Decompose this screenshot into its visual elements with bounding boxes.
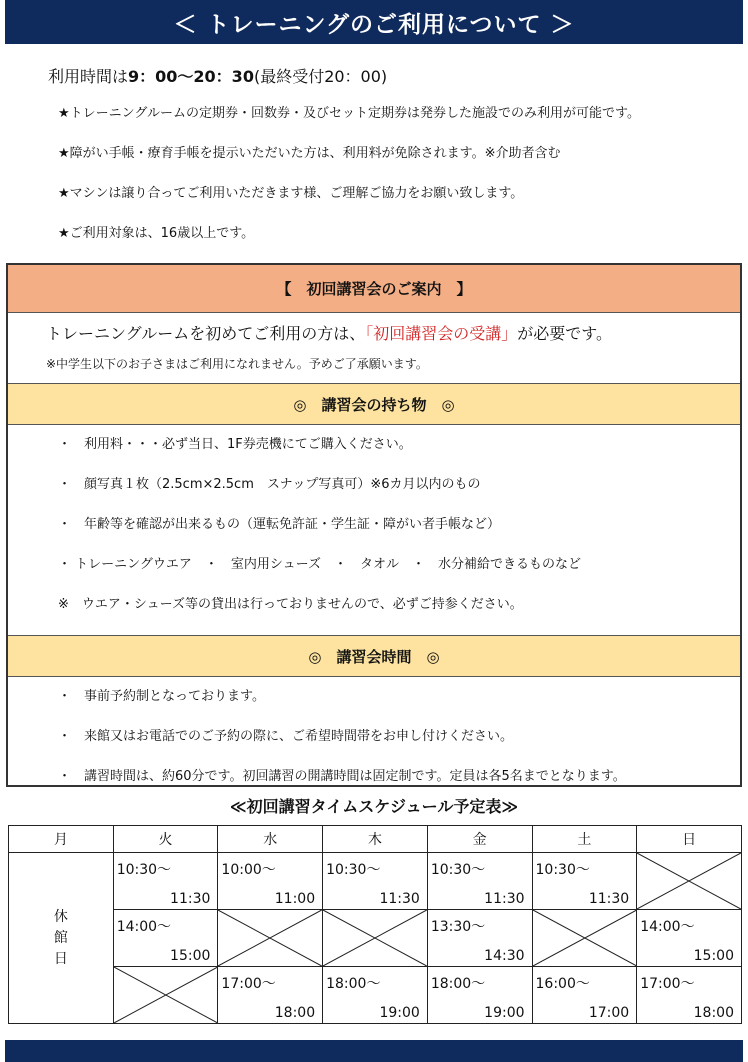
belonging-item: ・ 顔写真１枚（2.5cm×2.5cm スナップ写真可）※6カ月以内のもの (58, 477, 481, 492)
day-header: 月 (9, 826, 114, 853)
intro-after: が必要です。 (517, 324, 612, 343)
time-slot (427, 853, 532, 910)
belonging-item: ・ トレーニングウエア ・ 室内用シューズ ・ タオル ・ 水分補給できるものなど (58, 557, 581, 572)
belongings-heading: ◎ 講習会の持ち物 ◎ (8, 383, 740, 425)
page-title-banner (5, 0, 743, 44)
time-slot (323, 853, 428, 910)
cross-mark-icon (323, 910, 427, 966)
schedule-row (9, 853, 742, 910)
day-header: 木 (323, 826, 428, 853)
guide-intro-line (46, 321, 740, 351)
belongings-list (8, 425, 740, 635)
slot-start-time: 10:30～ (535, 862, 590, 878)
slot-start-time: 16:00～ (535, 976, 590, 992)
guide-box (6, 263, 742, 787)
slot-end-time: 15:00 (170, 948, 211, 964)
slot-start-time: 18:00～ (430, 976, 486, 992)
time-slot (113, 910, 218, 967)
time-slot (532, 853, 637, 910)
belonging-item: ・ 年齢等を確認が出来るもの（運転免許証・学生証・障がい者手帳など） (58, 517, 501, 532)
hours-line (48, 64, 387, 87)
slot-end-time: 15:00 (693, 948, 734, 964)
time-slot (532, 967, 637, 1024)
page-title: ＜ トレーニングのご利用について ＞ (173, 11, 575, 38)
no-session-cell (113, 967, 218, 1024)
schedule-header-row (9, 826, 742, 853)
slot-end-time: 11:30 (170, 891, 211, 907)
notes-list (58, 104, 748, 264)
belonging-item: ※ ウエア・シューズ等の貸出は行っておりませんので、必ずご持参ください。 (58, 597, 523, 612)
cross-mark-icon (218, 910, 322, 966)
time-slot (218, 853, 323, 910)
slot-start-time: 13:30～ (430, 919, 486, 935)
time-slot (427, 967, 532, 1024)
session-time-list (8, 677, 740, 807)
slot-end-time: 11:30 (588, 891, 630, 907)
slot-start-time: 14:00～ (116, 919, 172, 935)
session-time-heading: ◎ 講習会時間 ◎ (8, 635, 740, 677)
slot-start-time: 10:00～ (221, 862, 276, 878)
time-slot (637, 967, 742, 1024)
cross-mark-icon (637, 853, 741, 909)
intro-highlight: 「初回講習会の受講」 (365, 324, 518, 343)
slot-end-time: 18:00 (693, 1005, 734, 1021)
no-session-cell (532, 910, 637, 967)
time-slot (323, 967, 428, 1024)
note-item: ★ご利用対象は、16歳以上です。 (58, 226, 255, 241)
closed-label: 休館日 (53, 908, 68, 967)
session-item: ・ 事前予約制となっております。 (58, 689, 265, 704)
belonging-item: ・ 利用料・・・必ず当日、1F券売機にてご購入ください。 (58, 437, 412, 452)
slot-end-time: 11:30 (379, 891, 420, 907)
day-header: 土 (532, 826, 637, 853)
slot-end-time: 19:00 (484, 1005, 525, 1021)
guide-intro-note: ※中学生以下のお子さまはご利用になれません。予めご了承願います。 (46, 357, 428, 371)
note-item: ★トレーニングルームの定期券・回数券・及びセット定期券は発券した施設でのみ利用が可能です。 (58, 106, 640, 121)
day-header: 水 (218, 826, 323, 853)
slot-end-time: 11:00 (274, 891, 316, 907)
slot-start-time: 10:30～ (326, 862, 381, 878)
no-session-cell (218, 910, 323, 967)
slot-start-time: 10:30～ (116, 862, 172, 878)
schedule-row (9, 910, 742, 967)
slot-end-time: 19:00 (379, 1005, 420, 1021)
slot-start-time: 17:00～ (640, 976, 695, 992)
schedule-body (9, 853, 742, 1024)
slot-start-time: 18:00～ (326, 976, 381, 992)
session-item: ・ 来館又はお電話でのご予約の際に、ご希望時間帯をお申し付けください。 (58, 729, 514, 744)
schedule-row (9, 967, 742, 1024)
slot-end-time: 18:00 (274, 1005, 316, 1021)
session-item: ・ 講習時間は、約60分です。初回講習の開講時間は固定制です。定員は各5名までとなります。 (58, 769, 626, 784)
hours-suffix: (最終受付20：00) (253, 67, 388, 86)
schedule-table (8, 825, 742, 1024)
hours-label: 利用時間は (48, 67, 129, 86)
no-session-cell (323, 910, 428, 967)
note-item: ★マシンは譲り合ってご利用いただきます様、ご理解ご協力をお願い致します。 (58, 186, 524, 201)
slot-start-time: 10:30～ (430, 862, 486, 878)
time-slot (637, 910, 742, 967)
guide-intro (8, 313, 740, 383)
footer-bar (5, 1040, 743, 1062)
slot-end-time: 17:00 (588, 1005, 630, 1021)
time-slot (113, 853, 218, 910)
intro-before: トレーニングルームを初めてご利用の方は、 (46, 324, 366, 343)
day-header: 金 (427, 826, 532, 853)
slot-start-time: 17:00～ (221, 976, 276, 992)
note-item: ★障がい手帳・療育手帳を提示いただいた方は、利用料が免除されます。※介助者含む (58, 146, 561, 161)
cross-mark-icon (533, 910, 637, 966)
slot-end-time: 14:30 (484, 948, 525, 964)
guide-heading: 【 初回講習会のご案内 】 (8, 265, 740, 313)
slot-start-time: 14:00～ (640, 919, 695, 935)
day-header: 日 (637, 826, 742, 853)
time-slot (427, 910, 532, 967)
hours-time: 9：00～20：30 (128, 67, 254, 86)
time-slot (218, 967, 323, 1024)
no-session-cell (637, 853, 742, 910)
schedule-title: ≪初回講習タイムスケジュール予定表≫ (229, 797, 519, 816)
cross-mark-icon (114, 967, 218, 1023)
slot-end-time: 11:30 (484, 891, 525, 907)
day-header: 火 (113, 826, 218, 853)
monday-closed-cell (9, 853, 114, 1024)
